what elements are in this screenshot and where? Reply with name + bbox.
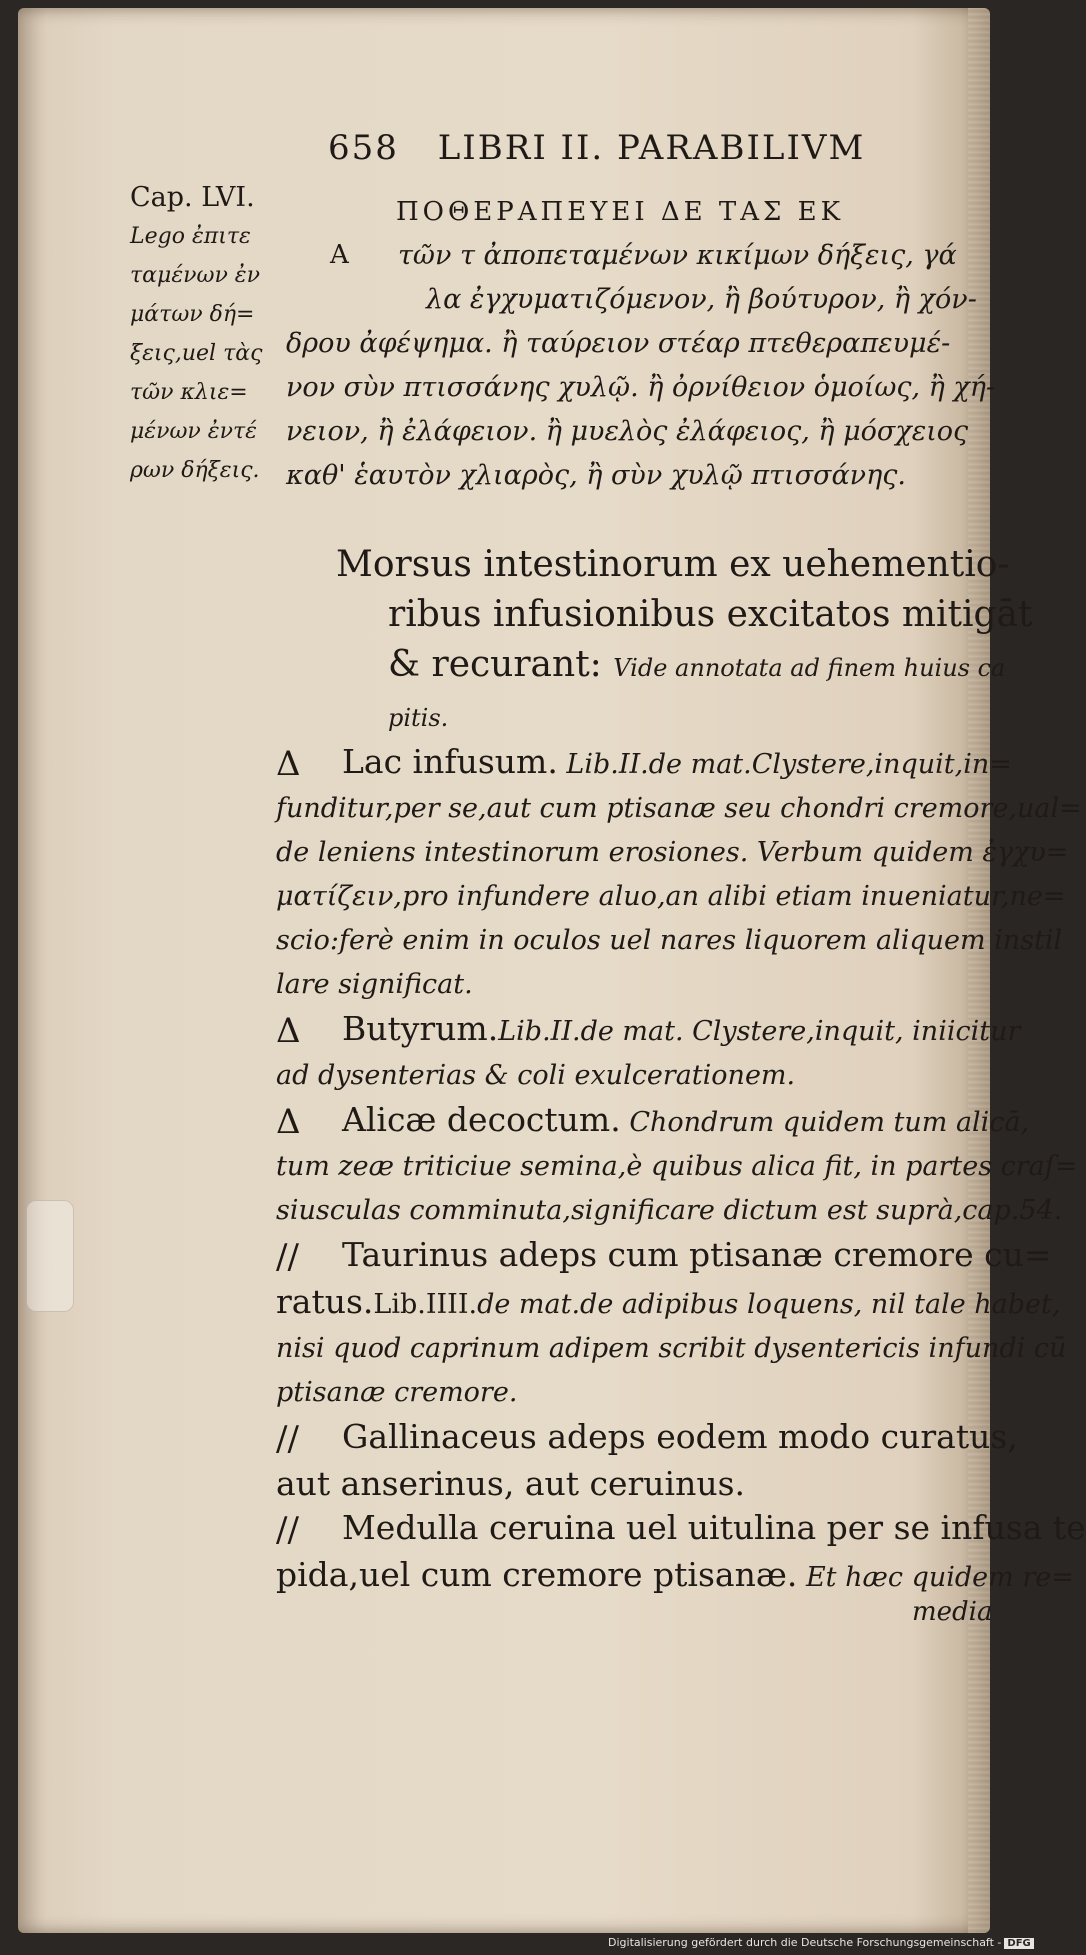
entry-tail: Et hæc quidem re= xyxy=(805,1562,1074,1593)
entry-head: Taurinus adeps cum ptisanæ cremore cu= xyxy=(342,1235,1052,1274)
entry-head: Lac infusum. xyxy=(342,742,558,781)
greek-line: τῶν τ ἀποπεταμένων κικίμων δήξεις, γά xyxy=(398,240,957,271)
entry-head: Alicæ decoctum. xyxy=(342,1100,621,1139)
entry-cont: ptisanæ cremore. xyxy=(276,1377,518,1408)
delta-mark-icon: Δ xyxy=(276,1102,301,1142)
greek-line: λα ἐγχυματιζόμενον, ἢ βούτυρον, ἢ χόν- xyxy=(426,284,977,315)
entry-cont: funditur,per se,aut cum ptisanæ seu chondri cremore,ual= xyxy=(276,793,1082,824)
digitization-footer xyxy=(608,1936,1034,1949)
entry-cont: tum zeæ triticiue semina,è quibus alica fit, in partes craſ= xyxy=(276,1151,1078,1182)
entry-alicae xyxy=(276,1098,1086,1233)
slash-mark-icon: // xyxy=(276,1237,299,1277)
margin-line: μάτων δή= xyxy=(130,302,255,327)
entry-cont-roman: pida,uel cum cremore ptisanæ. xyxy=(276,1555,798,1594)
entry-cont: de leniens intestinorum erosiones. Verbum quidem ἐγχυ= xyxy=(276,837,1069,868)
entry-text: Lib.II.de mat. Clystere,inquit, iniicitur xyxy=(498,1016,1021,1047)
margin-line: Lego ἐπιτε xyxy=(130,224,251,249)
latin-heading-note-end: pitis. xyxy=(388,704,449,732)
entry-head: Gallinaceus adeps eodem modo curatus, xyxy=(342,1417,1018,1456)
latin-heading-line: Morsus intestinorum ex uehementio- xyxy=(336,544,1010,585)
delta-mark-icon: Δ xyxy=(276,1011,301,1051)
entry-medulla xyxy=(276,1506,1086,1600)
entry-cont-lib: Lib.IIII. xyxy=(373,1289,478,1320)
running-head xyxy=(328,128,865,168)
entries xyxy=(276,740,1086,1600)
entry-cont: ματίζειν,pro infundere aluo,an alibi etiam inueniatur,ne= xyxy=(276,881,1066,912)
entry-head: Butyrum. xyxy=(342,1009,499,1048)
greek-line: νον σὺν πτισσάνης χυλῷ. ἢ ὀρνίθειον ὁμοίως, ἢ χή- xyxy=(286,372,996,403)
slash-mark-icon: // xyxy=(276,1510,299,1550)
entry-cont-roman: aut anserinus, aut ceruinus. xyxy=(276,1464,746,1503)
entry-cont: de mat.de adipibus loquens, nil tale habet, xyxy=(477,1289,1061,1320)
greek-line: καθ' ἑαυτὸν χλιαρὸς, ἢ σὺν χυλῷ πτισσάνης. xyxy=(286,460,906,491)
latin-heading xyxy=(336,540,1032,743)
margin-line: ταμένων ἐν xyxy=(130,263,260,288)
entry-cont: ad dysenterias & coli exulcerationem. xyxy=(276,1060,796,1091)
margin-line: ξεις,uel τὰς xyxy=(130,341,263,366)
entry-lac xyxy=(276,740,1086,1007)
greek-text xyxy=(286,190,995,498)
entry-cont: siusculas comminuta,significare dictum est suprà,cap.54. xyxy=(276,1195,1063,1226)
entry-gallinaceus xyxy=(276,1415,1086,1506)
entry-head: Medulla ceruina uel uitulina per se infusa te xyxy=(342,1508,1086,1547)
entry-cont: nisi quod caprinum adipem scribit dysentericis infundi cū xyxy=(276,1333,1067,1364)
latin-heading-note: Vide annotata ad finem huius ca xyxy=(613,654,1006,682)
entry-text: Chondrum quidem tum alicā, xyxy=(629,1107,1030,1138)
delta-mark-icon: Δ xyxy=(276,744,301,784)
entry-taurinus xyxy=(276,1233,1086,1415)
entry-cont: scio:ferè enim in oculos uel nares liquorem aliquem instil xyxy=(276,925,1063,956)
page-number: 658 xyxy=(328,128,399,168)
margin-note xyxy=(130,178,262,490)
entry-text: Lib.II.de mat.Clystere,inquit,in= xyxy=(566,749,1012,780)
entry-cont: lare significat. xyxy=(276,969,473,1000)
dfg-logo: DFG xyxy=(1004,1938,1033,1949)
margin-line: τῶν κλιε= xyxy=(130,380,248,405)
margin-chapter: Cap. LVI. xyxy=(130,182,255,213)
slash-mark-icon: // xyxy=(276,1419,299,1459)
margin-line: μένων ἐντέ xyxy=(130,419,257,444)
margin-line: ρων δήξεις. xyxy=(130,458,260,483)
bookmark-tab xyxy=(26,1200,74,1312)
section-letter: A xyxy=(330,240,349,270)
latin-heading-line: ribus infusionibus excitatos mitigāt xyxy=(388,594,1033,635)
running-title: LIBRI II. PARABILIVM xyxy=(437,128,866,168)
footer-text: Digitalisierung gefördert durch die Deutsche Forschungsgemeinschaft - xyxy=(608,1936,1002,1949)
greek-caps-line: ΠΟΘΕΡΑΠΕΥΕΙ ΔΕ ΤΑΣ ΕΚ xyxy=(396,197,845,227)
greek-line: νειον, ἢ ἐλάφειον. ἢ μυελὸς ἐλάφειος, ἢ μόσχειος xyxy=(286,416,969,447)
catchword: media xyxy=(912,1597,993,1627)
entry-cont-roman: ratus. xyxy=(276,1282,374,1321)
greek-line: δρου ἀφέψημα. ἢ ταύρειον στέαρ πτεθεραπευμέ- xyxy=(286,328,951,359)
entry-butyrum xyxy=(276,1007,1086,1098)
latin-heading-line: & recurant: xyxy=(388,644,602,685)
